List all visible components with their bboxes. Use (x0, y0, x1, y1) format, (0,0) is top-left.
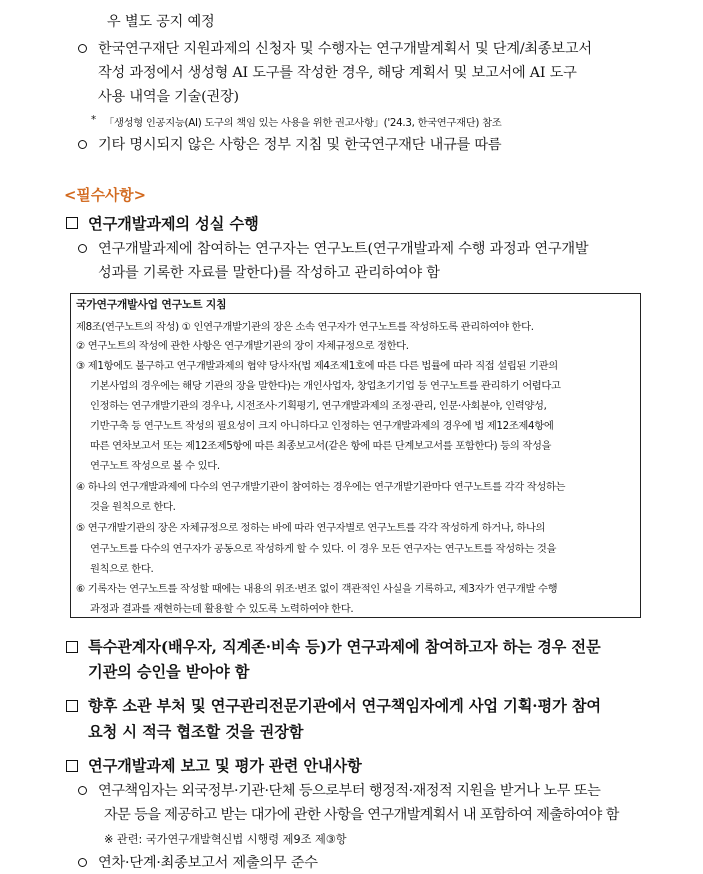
guideline-line: ④ 하나의 연구개발과제에 다수의 연구개발기관이 참여하는 경우에는 연구개발기관마다 연구노트를 각각 작성하는 (76, 481, 566, 493)
section-3-line-2: 요청 시 적극 협조할 것을 권장함 (88, 723, 304, 741)
circle-bullet-icon (78, 140, 87, 149)
guideline-line: 제8조(연구노트의 작성) ① 인연구개발기관의 장은 소속 연구자가 연구노트를 작성하도록 관리하여야 한다. (76, 321, 534, 333)
guideline-line: 기본사업의 경우에는 해당 기관의 장을 말한다)는 개인사업자, 창업초기기업 등 연구노트를 관리하기 어렵다고 (90, 380, 561, 392)
guideline-line: 것을 원칙으로 한다. (90, 501, 176, 513)
section-4-paragraph-line-1: 연구책임자는 외국정부·기관·단체 등으로부터 행정적·재정적 지원을 받거나 노무 또는 (98, 783, 601, 799)
section-2-line-2: 기관의 승인을 받아야 함 (88, 663, 250, 681)
checkbox-square-icon (66, 641, 78, 653)
required-heading: <필수사항> (64, 187, 146, 204)
section-1-paragraph-line-1: 연구개발과제에 참여하는 연구자는 연구노트(연구개발과제 수행 과정과 연구개발 (98, 241, 589, 257)
circle-bullet-icon (78, 244, 87, 253)
circle-bullet-icon (78, 44, 87, 53)
ai-paragraph-line-2: 작성 과정에서 생성형 AI 도구를 작성한 경우, 해당 계획서 및 보고서에 AI 도구 (98, 65, 577, 81)
circle-bullet-icon (78, 786, 87, 795)
guideline-line: ⑥ 기록자는 연구노트를 작성할 때에는 내용의 위조·변조 없이 객관적인 사실을 기록하고, 제3자가 연구개발 수행 (76, 583, 558, 595)
section-4-title: 연구개발과제 보고 및 평가 관련 안내사항 (88, 757, 362, 775)
guideline-title: 국가연구개발사업 연구노트 지침 (76, 298, 227, 311)
ai-paragraph-line-3: 사용 내역을 기술(권장) (98, 89, 239, 105)
section-4-paragraph-line-2: 자문 등을 제공하고 받는 대가에 관한 사항을 연구개발계획서 내 포함하여 제출하여야 함 (104, 807, 619, 823)
note-asterisk: * (91, 114, 96, 126)
checkbox-square-icon (66, 217, 78, 229)
ai-reference-note: 「생성형 인공지능(AI) 도구의 책임 있는 사용을 위한 권고사항」('24.3, 한국연구재단) 참조 (104, 117, 502, 129)
guideline-line: 연구노트를 다수의 연구자가 공동으로 작성하게 할 수 있다. 이 경우 모든 연구자는 연구노트를 작성하는 것을 (90, 543, 557, 555)
ai-paragraph-line-1: 한국연구재단 지원과제의 신청자 및 수행자는 연구개발계획서 및 단계/최종보고서 (98, 41, 592, 57)
checkbox-square-icon (66, 700, 78, 712)
checkbox-square-icon (66, 760, 78, 772)
section-2-line-1: 특수관계자(배우자, 직계존·비속 등)가 연구과제에 참여하고자 하는 경우 전문 (88, 638, 601, 656)
guideline-line: 인정하는 연구개발기관의 경우나, 시전조사·기획평기, 연구개발과제의 조정·관리, 인문·사회분야, 인력양성, (90, 400, 547, 412)
section-4-related-law-note: ※ 관련: 국가연구개발혁신법 시행령 제9조 제③항 (104, 833, 347, 846)
circle-bullet-icon (78, 858, 87, 867)
section-1-title: 연구개발과제의 성실 수행 (88, 215, 259, 233)
section-1-paragraph-line-2: 성과를 기록한 자료를 말한다)를 작성하고 관리하여야 함 (98, 265, 440, 281)
section-4-last-item: 연차·단계·최종보고서 제출의무 준수 (98, 855, 318, 871)
guideline-line: ③ 제1항에도 불구하고 연구개발과제의 협약 당사자(법 제4조제1호에 따른 다른 법률에 따라 직접 설립된 기관의 (76, 360, 558, 372)
other-rules-paragraph: 기타 명시되지 않은 사항은 정부 지침 및 한국연구재단 내규를 따름 (98, 137, 502, 153)
guideline-line: 연구노트 작성으로 볼 수 있다. (90, 460, 220, 472)
guideline-line: ② 연구노트의 작성에 관한 사항은 연구개발기관의 장이 자체규정으로 정한다. (76, 340, 409, 352)
continuation-text: 우 별도 공지 예정 (107, 14, 215, 30)
guideline-line: 과정과 결과를 재현하는데 활용할 수 있도록 노력하여야 한다. (90, 603, 354, 615)
guideline-line: ⑤ 연구개발기관의 장은 자체규정으로 정하는 바에 따라 연구자별로 연구노트를 각각 작성하게 하거나, 하나의 (76, 522, 546, 534)
guideline-line: 따른 연차보고서 또는 제12조제5항에 따른 최종보고서(같은 항에 따른 단계보고서를 포함한다) 등의 작성을 (90, 440, 552, 452)
guideline-line: 원칙으로 한다. (90, 563, 154, 575)
section-3-line-1: 향후 소관 부처 및 연구관리전문기관에서 연구책임자에게 사업 기획·평가 참여 (88, 697, 601, 715)
guideline-line: 기반구축 등 연구노트 작성의 필요성이 크지 아니하다고 인정하는 연구개발과제의 경우에 법 제12조제4항에 (90, 420, 554, 432)
